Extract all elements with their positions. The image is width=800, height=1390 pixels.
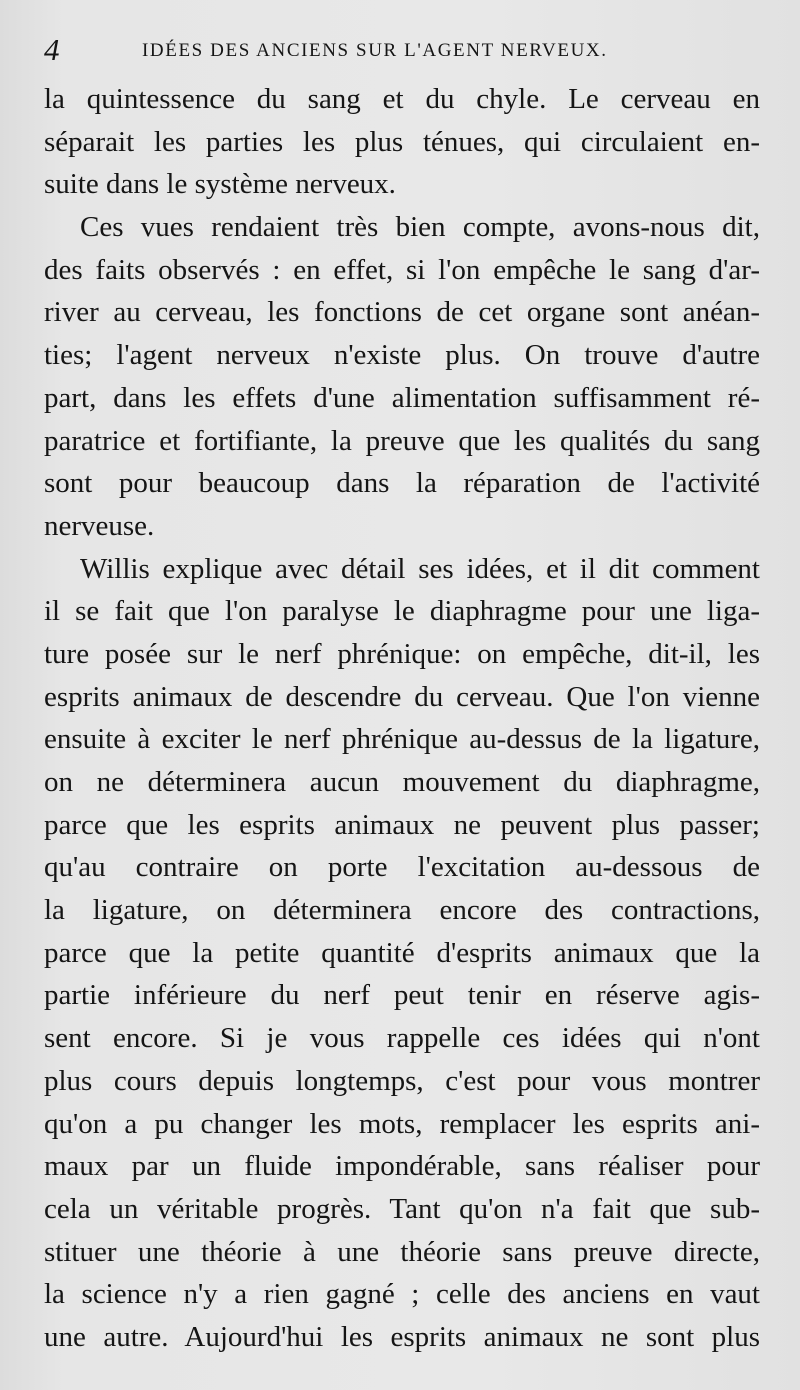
text-line: maux par un fluide impondérable, sans réaliser pour [44,1150,760,1183]
text-line: river au cerveau, les fonctions de cet organe sont anéan- [44,296,760,329]
body-text [44,78,760,1359]
text-line: ties; l'agent nerveux n'existe plus. On trouve d'autre [44,339,760,372]
text-line: des faits observés : en effet, si l'on empêche le sang d'ar- [44,253,760,286]
page-number: 4 [44,32,60,67]
text-line: on ne déterminera aucun mouvement du diaphragme, [44,766,760,798]
text-line: la ligature, on déterminera encore des contractions, [44,894,760,927]
page-header [44,30,760,70]
text-line: sent encore. Si je vous rappelle ces idées qui n'ont [44,1022,760,1055]
text-line: sont pour beaucoup dans la réparation de l'activité [44,467,760,500]
text-line: qu'au contraire on porte l'excitation au-dessous de [44,851,760,884]
text-line: stituer une théorie à une théorie sans preuve directe, [44,1235,760,1268]
text-line: suite dans le système nerveux. [44,168,396,201]
text-line: Ces vues rendaient très bien compte, avons-nous dit, [80,211,760,244]
text-line: la science n'y a rien gagné ; celle des anciens en vaut [44,1278,760,1311]
text-line: parce que la petite quantité d'esprits animaux que la [44,936,760,969]
text-line: une autre. Aujourd'hui les esprits animaux ne sont plus [44,1320,760,1353]
running-head: IDÉES DES ANCIENS SUR L'AGENT NERVEUX. [142,40,608,61]
text-line: esprits animaux de descendre du cerveau. Que l'on vienne [44,680,760,713]
text-line: part, dans les effets d'une alimentation suffisamment ré- [44,381,760,414]
text-line: partie inférieure du nerf peut tenir en réserve agis- [44,979,760,1012]
text-line: ensuite à exciter le nerf phrénique au-dessus de la ligature, [44,723,760,756]
text-line: nerveuse. [44,509,155,542]
text-line: paratrice et fortifiante, la preuve que les qualités du sang [44,424,760,457]
text-line: la quintessence du sang et du chyle. Le cerveau en [44,83,760,115]
text-line: qu'on a pu changer les mots, remplacer les esprits ani- [44,1107,760,1140]
text-line: Willis explique avec détail ses idées, et il dit comment [80,552,760,585]
text-line: cela un véritable progrès. Tant qu'on n'a fait que sub- [44,1192,760,1225]
text-line: séparait les parties les plus ténues, qui circulaient en- [44,125,760,158]
text-line: il se fait que l'on paralyse le diaphragme pour une liga- [44,595,760,628]
text-line: plus cours depuis longtemps, c'est pour vous montrer [44,1064,760,1097]
text-line: ture posée sur le nerf phrénique: on empêche, dit-il, les [44,637,760,670]
text-line: parce que les esprits animaux ne peuvent plus passer; [44,808,760,841]
